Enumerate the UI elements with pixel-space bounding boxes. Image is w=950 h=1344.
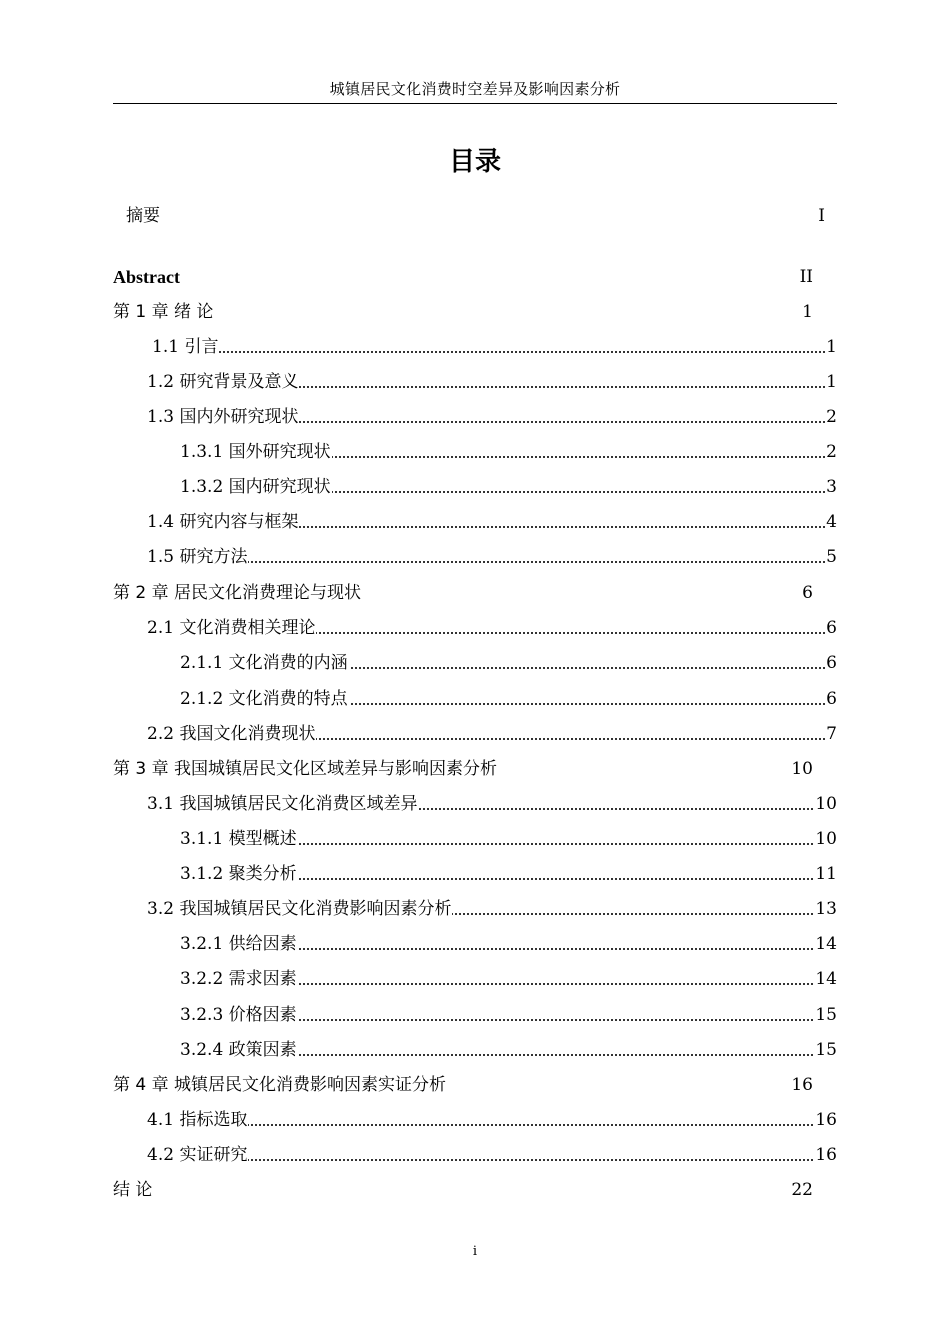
toc-entry-section-2-1[interactable]	[147, 616, 837, 640]
toc-entry-page: 6	[802, 583, 813, 603]
toc-entry-label: 3.2.1 供给因素	[180, 934, 297, 954]
toc-entry-page: 1	[826, 372, 837, 392]
toc-entry-label: 1.3.2 国内研究现状	[180, 477, 331, 497]
toc-entry-section-3-2-4[interactable]	[180, 1038, 837, 1062]
toc-entry-chapter-3[interactable]	[113, 757, 813, 781]
toc-entry-page: 2	[826, 407, 837, 427]
toc-entry-section-2-1-1[interactable]	[180, 651, 837, 675]
toc-entry-section-2-1-2[interactable]	[180, 687, 837, 711]
toc-entry-label: 3.1.2 聚类分析	[180, 864, 297, 884]
toc-entry-page: 3	[826, 477, 837, 497]
toc-entry-page: 10	[791, 759, 813, 779]
toc-entry-label: 1.2 研究背景及意义	[147, 372, 299, 392]
toc-entry-section-3-2-3[interactable]	[180, 1003, 837, 1027]
toc-entry-section-3-1-2[interactable]	[180, 862, 837, 886]
toc-entry-label: 1.5 研究方法	[147, 547, 248, 567]
toc-entry-label: 3.1.1 模型概述	[180, 829, 297, 849]
toc-entry-label: 2.1.1 文化消费的内涵	[180, 653, 348, 673]
toc-entry-section-3-1-1[interactable]	[180, 827, 837, 851]
footer-page-number: i	[472, 1244, 478, 1259]
toc-entry-page: 13	[815, 899, 837, 919]
toc-entry-page: 1	[826, 337, 837, 357]
toc-entry-page: 6	[826, 653, 837, 673]
toc-entry-page: 1	[802, 302, 813, 322]
toc-entry-page: 15	[815, 1005, 837, 1025]
toc-entry-section-2-2[interactable]	[147, 722, 837, 746]
toc-entry-page: 6	[826, 689, 837, 709]
toc-entry-section-1-5[interactable]	[147, 545, 837, 569]
toc-entry-label: 2.1.2 文化消费的特点	[180, 689, 348, 709]
toc-entry-page: 2	[826, 442, 837, 462]
toc-entry-page: 5	[826, 547, 837, 567]
toc-entry-label: 3.2.3 价格因素	[180, 1005, 297, 1025]
toc-entry-label: 第 1 章 绪 论	[113, 302, 214, 322]
toc-entry-label: 1.1 引言	[152, 337, 219, 357]
toc-entry-label: 3.2.4 政策因素	[180, 1040, 297, 1060]
toc-entry-page: 16	[815, 1145, 837, 1165]
toc-entry-label: 2.1 文化消费相关理论	[147, 618, 316, 638]
toc-entry-section-3-1[interactable]	[147, 792, 837, 816]
toc-entry-section-1-3-1[interactable]	[180, 440, 837, 464]
toc-entry-page: 16	[815, 1110, 837, 1130]
toc-entry-label: Abstract	[113, 267, 180, 287]
toc-entry-conclusion[interactable]	[113, 1178, 813, 1202]
toc-entry-label: 1.3.1 国外研究现状	[180, 442, 331, 462]
toc-entry-section-1-2[interactable]	[147, 370, 837, 394]
toc-entry-label: 第 3 章 我国城镇居民文化区域差异与影响因素分析	[113, 759, 498, 779]
toc-entry-section-1-1[interactable]	[152, 335, 837, 359]
toc-entry-label: 3.2.2 需求因素	[180, 969, 297, 989]
toc-entry-chapter-1[interactable]	[113, 300, 813, 324]
running-header: 城镇居民文化消费时空差异及影响因素分析	[329, 80, 621, 98]
toc-entry-label: 摘要	[126, 206, 160, 226]
toc-entry-label: 1.3 国内外研究现状	[147, 407, 299, 427]
toc-entry-label: 结 论	[113, 1180, 153, 1200]
toc-entry-page: 10	[815, 829, 837, 849]
toc-entry-section-3-2[interactable]	[147, 897, 837, 921]
toc-entry-page: I	[818, 206, 825, 226]
toc-entry-page: 16	[791, 1075, 813, 1095]
toc-entry-section-1-3-2[interactable]	[180, 475, 837, 499]
toc-entry-chapter-2[interactable]	[113, 581, 813, 605]
toc-entry-label: 2.2 我国文化消费现状	[147, 724, 316, 744]
toc-entry-page: 10	[815, 794, 837, 814]
toc-entry-abstract-cn[interactable]	[126, 204, 825, 228]
toc-entry-label: 3.1 我国城镇居民文化消费区域差异	[147, 794, 418, 814]
toc-entry-page: 4	[826, 512, 837, 532]
toc-entry-label: 第 2 章 居民文化消费理论与现状	[113, 583, 362, 603]
toc-entry-label: 4.2 实证研究	[147, 1145, 248, 1165]
toc-entry-section-4-1[interactable]	[147, 1108, 837, 1132]
toc-entry-label: 1.4 研究内容与框架	[147, 512, 299, 532]
toc-entry-page: 22	[791, 1180, 813, 1200]
toc-entry-page: 6	[826, 618, 837, 638]
toc-entry-page: 7	[826, 724, 837, 744]
toc-entry-section-3-2-2[interactable]	[180, 967, 837, 991]
toc-entry-page: 15	[815, 1040, 837, 1060]
toc-entry-section-1-4[interactable]	[147, 510, 837, 534]
toc-entry-page: 14	[815, 969, 837, 989]
toc-title: 目录	[448, 147, 501, 177]
toc-entry-label: 第 4 章 城镇居民文化消费影响因素实证分析	[113, 1075, 447, 1095]
toc-entry-label: 4.1 指标选取	[147, 1110, 248, 1130]
toc-entry-chapter-4[interactable]	[113, 1073, 813, 1097]
toc-entry-section-4-2[interactable]	[147, 1143, 837, 1167]
toc-entry-page: 11	[815, 864, 837, 884]
toc-entry-page: II	[799, 267, 813, 287]
toc-entry-label: 3.2 我国城镇居民文化消费影响因素分析	[147, 899, 452, 919]
toc-entry-section-1-3[interactable]	[147, 405, 837, 429]
toc-entry-abstract-en[interactable]	[113, 265, 813, 289]
toc-entry-page: 14	[815, 934, 837, 954]
toc-entry-section-3-2-1[interactable]	[180, 932, 837, 956]
